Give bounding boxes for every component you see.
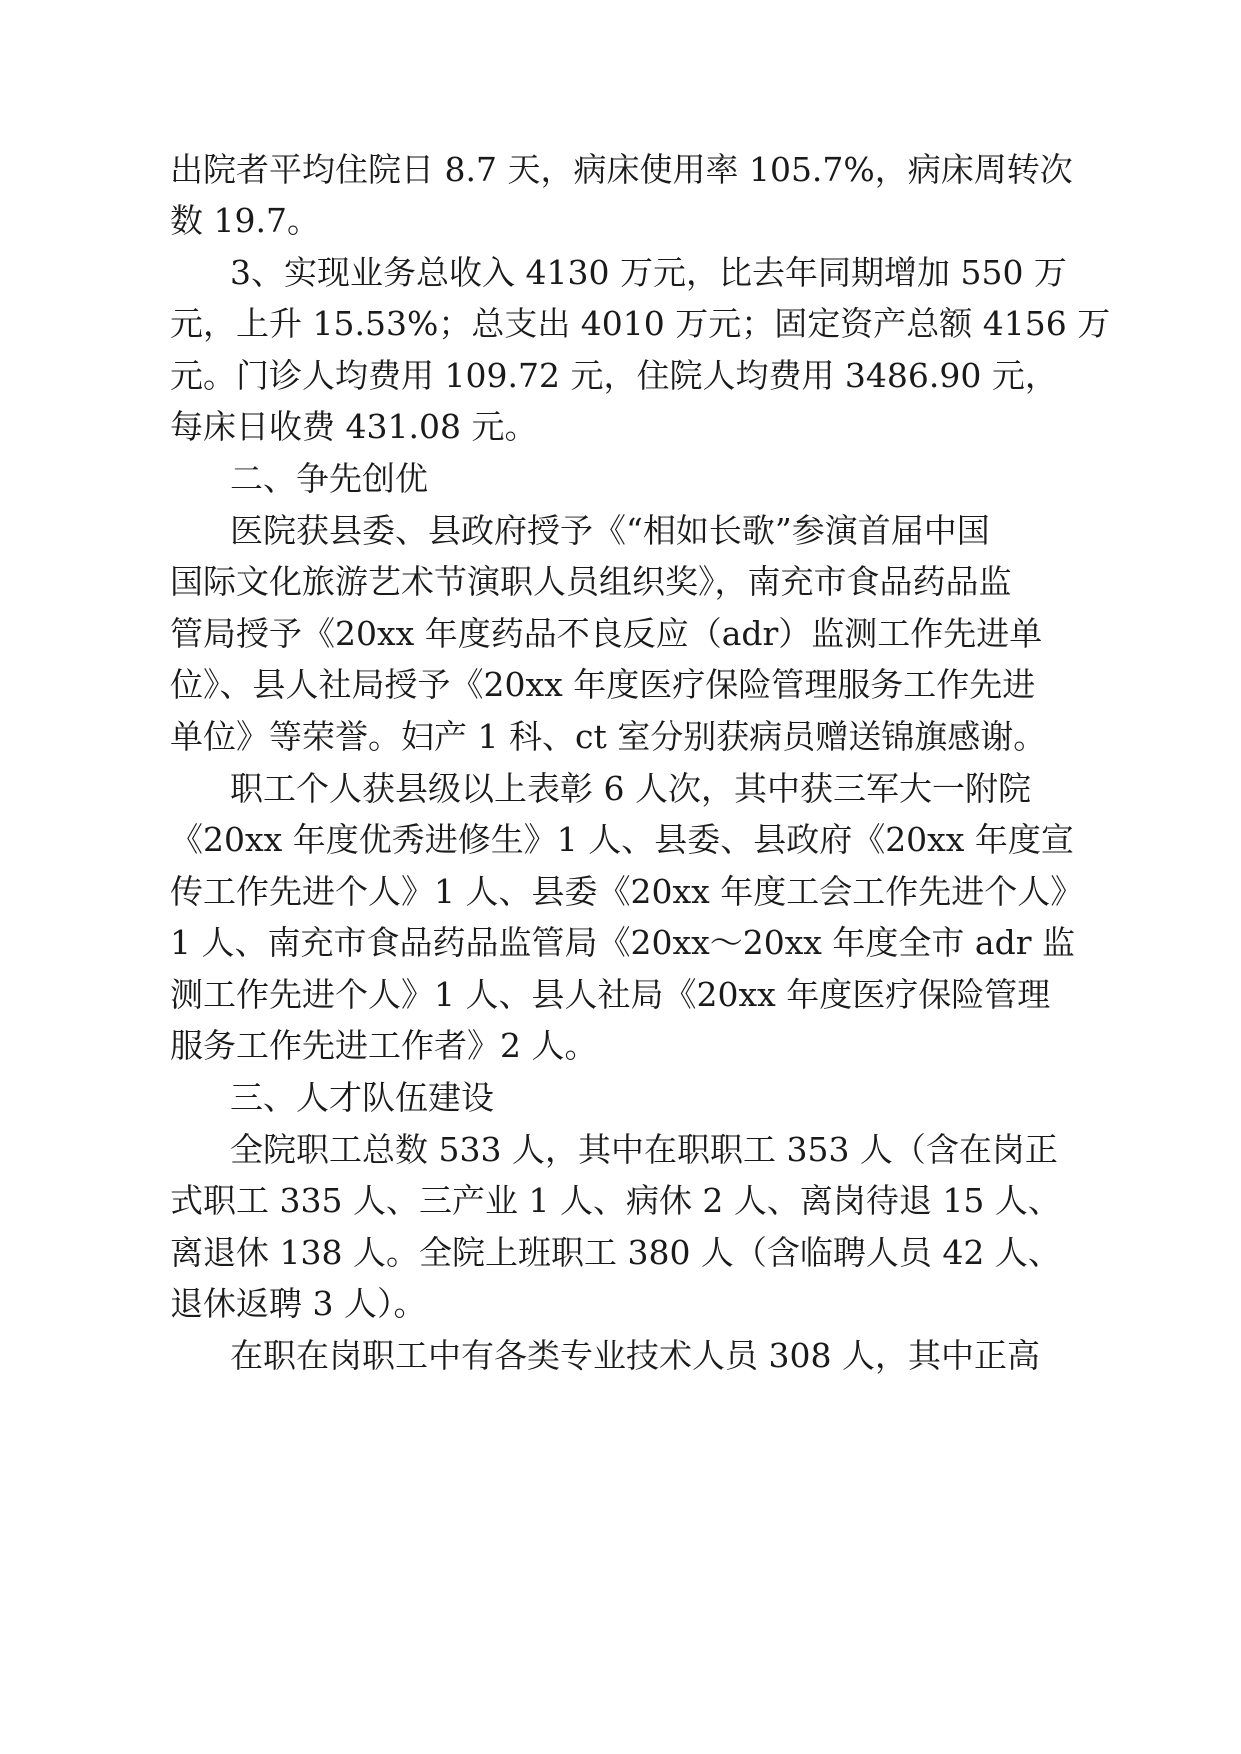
- text-line: 离退休 138 人。全院上班职工 380 人（含临聘人员 42 人、: [170, 1233, 1061, 1272]
- text-line: 管局授予《20xx 年度药品不良反应（adr）监测工作先进单: [170, 614, 1043, 653]
- text-line: 1 人、南充市食品药品监管局《20xx～20xx 年度全市 adr 监: [170, 923, 1075, 962]
- text-line: 职工个人获县级以上表彰 6 人次，其中获三军大一附院: [230, 769, 1031, 808]
- text-line: 元，上升 15.53%；总支出 4010 万元；固定资产总额 4156 万: [170, 304, 1111, 343]
- section-heading: 三、人才队伍建设: [230, 1078, 494, 1117]
- text-line: 《20xx 年度优秀进修生》1 人、县委、县政府《20xx 年度宣: [170, 820, 1074, 859]
- text-line: 位》、县人社局授予《20xx 年度医疗保险管理服务工作先进: [170, 665, 1036, 704]
- text-line: 3、实现业务总收入 4130 万元，比去年同期增加 550 万: [230, 253, 1067, 292]
- text-line: 单位》等荣誉。妇产 1 科、ct 室分别获病员赠送锦旗感谢。: [170, 717, 1047, 756]
- text-line: 元。门诊人均费用 109.72 元，住院人均费用 3486.90 元，: [170, 356, 1058, 395]
- text-line: 在职在岗职工中有各类专业技术人员 308 人，其中正高: [230, 1336, 1040, 1375]
- section-heading: 二、争先创优: [230, 459, 428, 498]
- text-line: 出院者平均住院日 8.7 天，病床使用率 105.7%，病床周转次: [170, 150, 1073, 189]
- text-line: 医院获县委、县政府授予《“相如长歌”参演首届中国: [230, 511, 990, 550]
- text-line: 测工作先进个人》1 人、县人社局《20xx 年度医疗保险管理: [170, 975, 1051, 1014]
- text-line: 式职工 335 人、三产业 1 人、病休 2 人、离岗待退 15 人、: [170, 1181, 1061, 1220]
- text-line: 全院职工总数 533 人，其中在职职工 353 人（含在岗正: [230, 1130, 1058, 1169]
- text-line: 国际文化旅游艺术节演职人员组织奖》，南充市食品药品监: [170, 562, 1012, 601]
- text-line: 数 19.7。: [170, 201, 320, 240]
- text-line: 退休返聘 3 人）。: [170, 1284, 427, 1323]
- text-line: 传工作先进个人》1 人、县委《20xx 年度工会工作先进个人》: [170, 872, 1084, 911]
- text-line: 每床日收费 431.08 元。: [170, 407, 538, 446]
- text-line: 服务工作先进工作者》2 人。: [170, 1026, 598, 1065]
